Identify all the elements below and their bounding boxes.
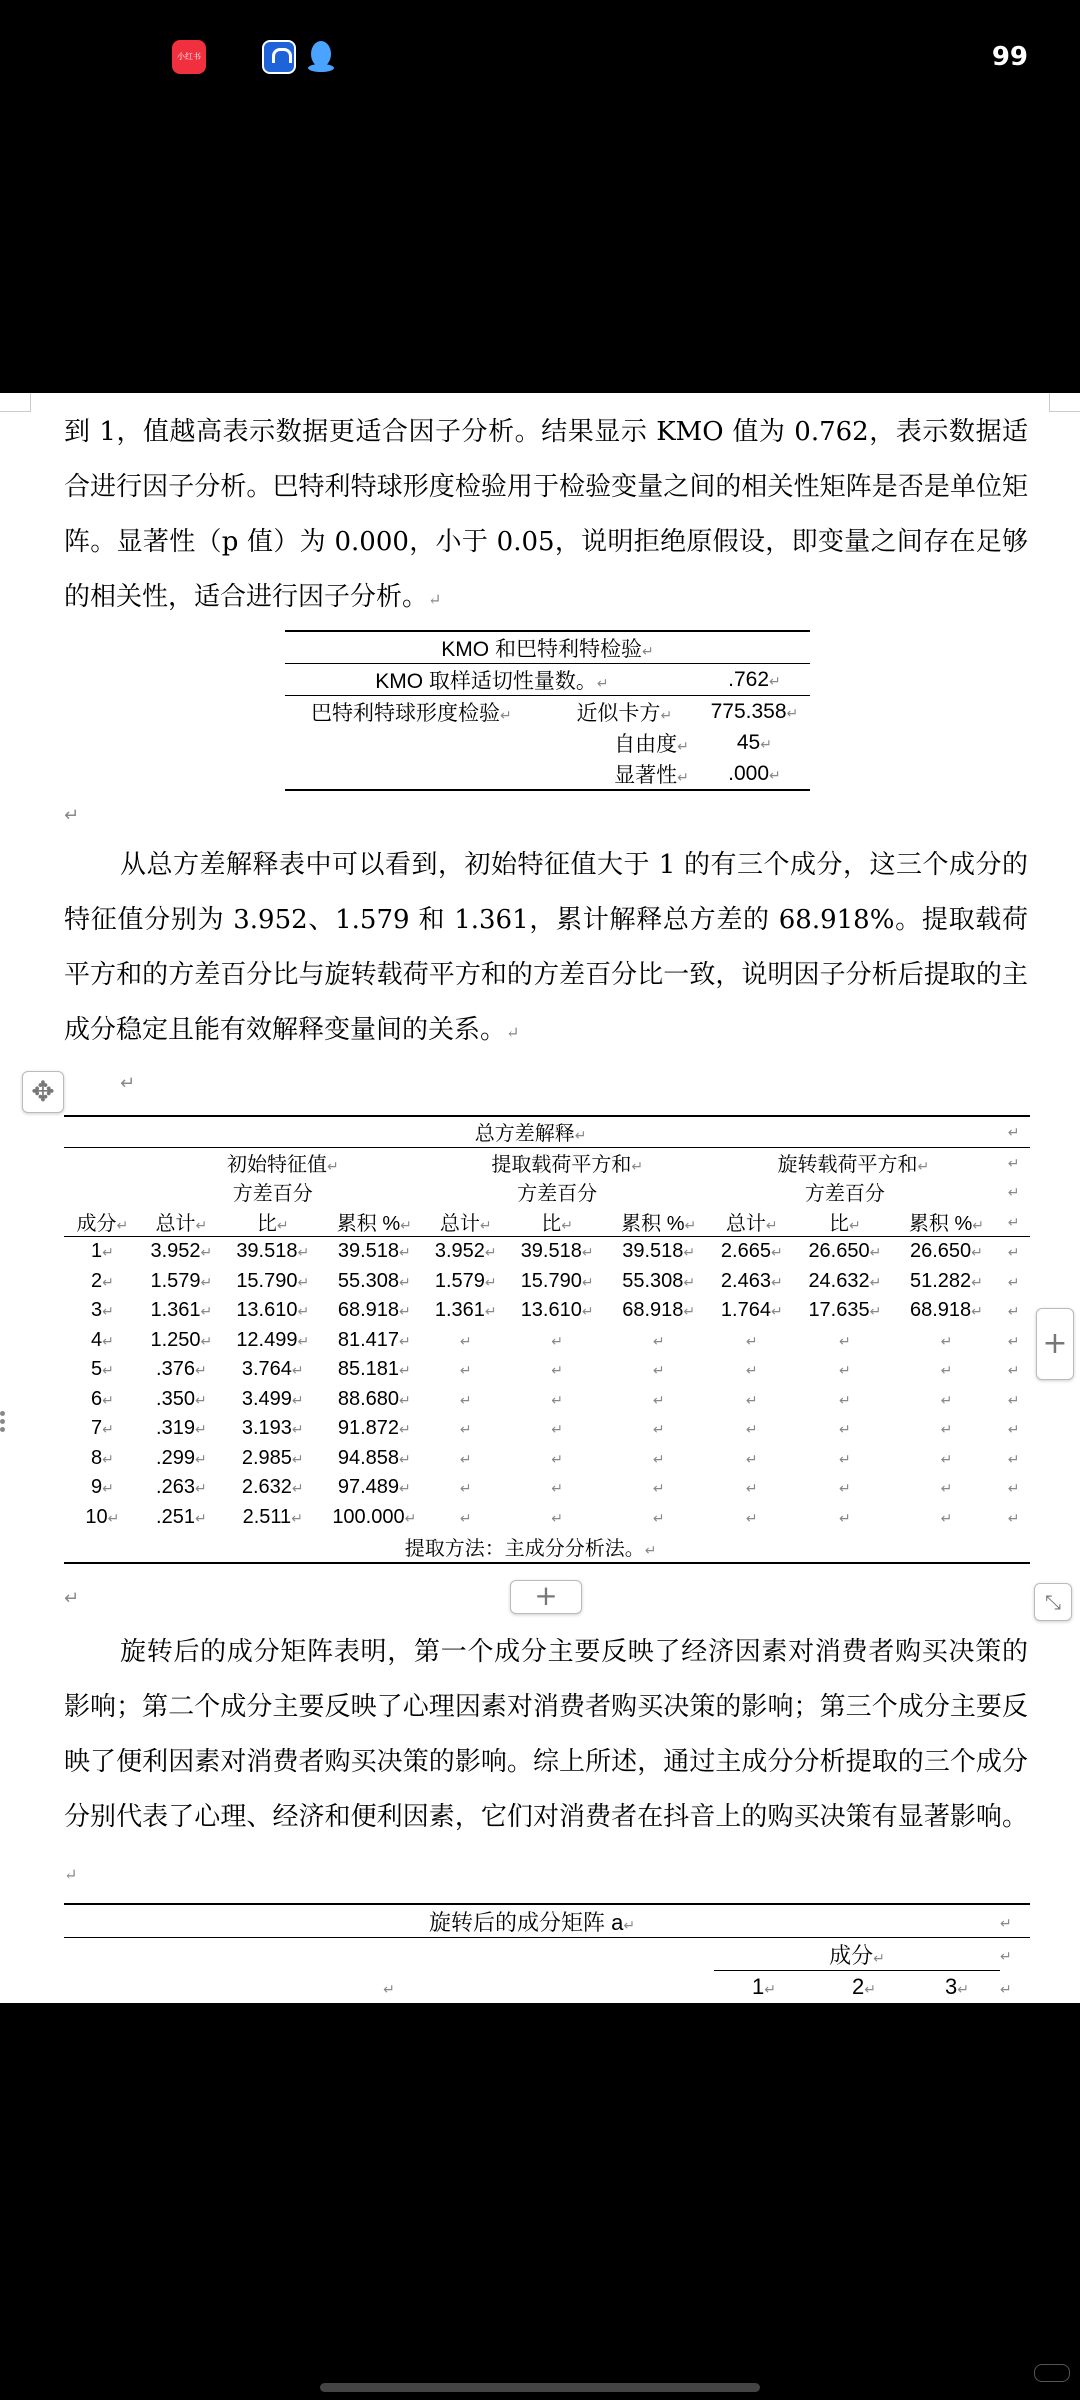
variance-cell: ↵ <box>459 1332 472 1349</box>
kmo-label: KMO 取样适切性量数。↵ <box>285 664 699 696</box>
kmo-value: .762↵ <box>699 664 810 696</box>
variance-cell: .319↵ <box>156 1417 207 1440</box>
variance-cell: 2.463↵ <box>720 1269 783 1292</box>
variance-cell: ↵ <box>745 1421 758 1438</box>
component-col-3: 3↵ <box>914 1971 1000 2004</box>
variance-cell: 24.632↵ <box>808 1269 882 1292</box>
variance-cell: ↵ <box>652 1332 665 1349</box>
group-extraction-loadings: 提取载荷平方和↵ <box>491 1153 644 1176</box>
variance-cell: 81.417↵ <box>337 1328 411 1351</box>
variance-cell: ↵ <box>940 1480 953 1497</box>
variance-cell: .299↵ <box>156 1446 207 1469</box>
variance-cell: ↵ <box>745 1391 758 1408</box>
variance-cell: 39.518↵ <box>337 1240 411 1263</box>
variance-cell: 2.632↵ <box>241 1476 304 1499</box>
kmo-bartlett-table[interactable] <box>285 630 810 791</box>
variance-cell: ↵ <box>745 1480 758 1497</box>
variance-cell: 1.764↵ <box>720 1299 783 1322</box>
variance-table-footnote: 提取方法：主成分分析法。↵ <box>64 1532 997 1563</box>
variance-cell: 94.858↵ <box>337 1446 411 1469</box>
variance-cell: ↵ <box>745 1362 758 1379</box>
variance-cell: 68.918↵ <box>910 1299 983 1322</box>
side-menu-handle[interactable] <box>0 1408 6 1442</box>
empty-paragraph-mark: ↵ <box>64 805 80 826</box>
total-variance-table[interactable]: 总方差解释↵ ↵ 初始特征值↵ 提取载荷平方和↵ 旋转载荷平方和↵ ↵ 方差百分 方差百分 方差百分 ↵ 成分↵ 总计↵ 比↵ 累积 %↵ 总计↵ 比↵ 累积 %↵ 总计↵ 比↵ 累积 %↵ ↵ 1↵ 3.952↵ 39.518↵ 39.518↵ 3.952↵ 39.518↵ 39.518↵ 2.665↵ 26.650↵ 26.650↵ ↵ 2↵ 1.579↵ 15.790↵ 55.308↵ 1.579↵ 15.790↵ 55.308↵ 2.463↵ 24.632↵ 51.282↵ ↵ 3↵ 1.361↵ 13.610↵ 68.918↵ 1.361↵ 13.610↵ 68.918↵ 1.764↵ 17.635↵ 68.918↵ ↵ 4↵ 1.250↵ 12.499↵ 81.417↵ ↵ ↵ ↵ ↵ ↵ ↵ ↵ 5↵ .376↵ 3.764↵ 85.181↵ ↵ ↵ ↵ ↵ ↵ ↵ ↵ 6↵ .350↵ 3.499↵ 88.680↵ ↵ ↵ ↵ ↵ ↵ ↵ ↵ 7↵ .319↵ 3.193↵ 91.872↵ ↵ ↵ ↵ ↵ ↵ ↵ ↵ 8↵ .299↵ 2.985↵ 94.858↵ ↵ ↵ ↵ ↵ ↵ ↵ ↵ 9↵ .263↵ 2.632↵ 97.489↵ ↵ ↵ ↵ ↵ ↵ ↵ ↵ 10↵ .251↵ 2.511↵ 100.000↵ ↵ ↵ ↵ ↵ ↵ ↵ ↵ 提取方法：主成分分析法。↵ <box>64 1115 1030 1564</box>
variance-cell: ↵ <box>652 1480 665 1497</box>
col-total: 总计↵ <box>141 1207 222 1237</box>
variance-cell: 15.790↵ <box>236 1269 310 1292</box>
paragraph-variance-explanation[interactable]: 从总方差解释表中可以看到，初始特征值大于 1 的有三个成分，这三个成分的特征值分别为 3.952、1.579 和 1.361，累计解释总方差的 68.918%。提取载荷平方和的方差百分比与旋转载荷平方和的方差百分比一致，说明因子分析后提取的主成分稳定且能有效解释变量间的关系。↵ <box>64 850 1028 1045</box>
page-corner-mark <box>1049 393 1080 412</box>
add-column-button[interactable]: + <box>1036 1308 1074 1380</box>
variance-cell: ↵ <box>459 1362 472 1379</box>
variance-cell: 1.579↵ <box>150 1269 213 1292</box>
variance-cell: 68.918↵ <box>337 1299 411 1322</box>
bartlett-row-value: 775.358↵ <box>710 699 799 723</box>
col-cumulative: 累积 %↵ <box>608 1207 710 1237</box>
variance-cell: ↵ <box>940 1509 953 1526</box>
rotated-matrix-title: 旋转后的成分矩阵 a↵ <box>64 1904 1000 1938</box>
variance-cell: 1.250↵ <box>150 1328 213 1351</box>
variance-cell: ↵ <box>940 1332 953 1349</box>
variance-cell: .251↵ <box>156 1505 207 1528</box>
variance-cell: ↵ <box>839 1450 851 1467</box>
variance-cell: ↵ <box>652 1450 665 1467</box>
variance-row: 10↵ .251↵ 2.511↵ 100.000↵ ↵ ↵ ↵ ↵ ↵ ↵ ↵ <box>64 1503 1030 1533</box>
variance-row: 7↵ .319↵ 3.193↵ 91.872↵ ↵ ↵ ↵ ↵ ↵ ↵ ↵ <box>64 1414 1030 1444</box>
variance-cell: 3.499↵ <box>241 1387 304 1410</box>
component-number: 6↵ <box>90 1387 114 1410</box>
col-pct-variance: 比↵ <box>222 1207 324 1237</box>
component-number: 5↵ <box>90 1358 114 1381</box>
variance-cell: .350↵ <box>156 1387 207 1410</box>
component-col-2: 2↵ <box>814 1971 914 2004</box>
bartlett-row-label: 近似卡方↵ <box>576 701 673 725</box>
variance-cell: 13.610↵ <box>236 1299 310 1322</box>
variance-row: 9↵ .263↵ 2.632↵ 97.489↵ ↵ ↵ ↵ ↵ ↵ ↵ ↵ <box>64 1473 1030 1503</box>
col-cumulative: 累积 %↵ <box>324 1207 426 1237</box>
variance-cell: 26.650↵ <box>910 1240 983 1263</box>
variance-cell: ↵ <box>652 1362 665 1379</box>
watermark-icon <box>1034 2364 1070 2382</box>
bartlett-row-value: .000↵ <box>699 758 810 790</box>
kmo-table-title: KMO 和巴特利特检验↵ <box>285 631 810 664</box>
component-number: 10↵ <box>85 1505 120 1528</box>
variance-cell: ↵ <box>459 1509 472 1526</box>
component-number: 4↵ <box>90 1328 114 1351</box>
xiaohongshu-app-icon: 小红书 <box>172 40 206 74</box>
variance-cell: 3.952↵ <box>434 1240 497 1263</box>
page-corner-mark <box>0 393 31 412</box>
variance-cell: ↵ <box>940 1450 953 1467</box>
variance-cell: ↵ <box>551 1421 563 1438</box>
battery-level: 99 <box>991 42 1028 72</box>
variance-cell: ↵ <box>459 1450 472 1467</box>
col-pct-variance: 比↵ <box>506 1207 608 1237</box>
variance-cell: 88.680↵ <box>337 1387 411 1410</box>
variance-cell: 13.610↵ <box>520 1299 594 1322</box>
variance-cell: 15.790↵ <box>520 1269 594 1292</box>
component-number: 1↵ <box>90 1240 114 1263</box>
col-pct-variance-top: 方差百分 <box>517 1183 598 1206</box>
variance-cell: ↵ <box>551 1480 563 1497</box>
component-number: 7↵ <box>90 1417 114 1440</box>
variance-cell: 1.361↵ <box>150 1299 213 1322</box>
variance-cell: ↵ <box>745 1450 758 1467</box>
col-pct-variance-top: 方差百分 <box>232 1183 313 1206</box>
variance-row: 6↵ .350↵ 3.499↵ 88.680↵ ↵ ↵ ↵ ↵ ↵ ↵ ↵ <box>64 1385 1030 1415</box>
variance-cell: 3.193↵ <box>241 1417 304 1440</box>
variance-cell: ↵ <box>551 1332 563 1349</box>
rotated-component-matrix-table[interactable]: 旋转后的成分矩阵 a↵ ↵ 成分↵ ↵ ↵ 1↵ 2↵ 3↵ ↵ <box>64 1903 1030 2003</box>
component-number: 2↵ <box>90 1269 114 1292</box>
variance-cell: ↵ <box>652 1421 665 1438</box>
variance-cell: ↵ <box>652 1391 665 1408</box>
table-move-handle[interactable]: ✥ <box>22 1071 64 1113</box>
group-initial-eigenvalues: 初始特征值↵ <box>227 1153 339 1176</box>
empty-paragraph-mark: ↵ <box>120 1073 136 1094</box>
empty-paragraph-mark: ↵ <box>64 1588 80 1609</box>
variance-cell: 17.635↵ <box>808 1299 882 1322</box>
variance-row: 4↵ 1.250↵ 12.499↵ 81.417↵ ↵ ↵ ↵ ↵ ↵ ↵ ↵ <box>64 1326 1030 1356</box>
variance-cell: ↵ <box>459 1391 472 1408</box>
component-header: 成分↵ <box>714 1938 1000 1971</box>
variance-cell: 1.361↵ <box>434 1299 497 1322</box>
variance-cell: ↵ <box>551 1391 563 1408</box>
variance-cell: ↵ <box>839 1332 851 1349</box>
variance-cell: 91.872↵ <box>337 1417 411 1440</box>
variance-cell: ↵ <box>459 1480 472 1497</box>
variance-cell: ↵ <box>745 1509 758 1526</box>
variance-cell: 100.000↵ <box>332 1505 417 1528</box>
variance-cell: .376↵ <box>156 1358 207 1381</box>
variance-cell: ↵ <box>940 1362 953 1379</box>
col-total: 总计↵ <box>425 1207 506 1237</box>
bartlett-row-label: 自由度↵ <box>614 732 689 756</box>
variance-cell: ↵ <box>839 1421 851 1438</box>
variance-cell: ↵ <box>551 1509 563 1526</box>
home-indicator[interactable] <box>320 2383 760 2392</box>
variance-cell: 39.518↵ <box>622 1240 696 1263</box>
variance-cell: 51.282↵ <box>910 1269 983 1292</box>
variance-cell: 68.918↵ <box>622 1299 696 1322</box>
group-rotation-loadings: 旋转载荷平方和↵ <box>777 1153 930 1176</box>
variance-cell: ↵ <box>940 1421 953 1438</box>
qq-penguin-icon <box>306 38 336 74</box>
variance-cell: 97.489↵ <box>337 1476 411 1499</box>
variance-cell: 2.985↵ <box>241 1446 304 1469</box>
col-pct-variance: 比↵ <box>794 1207 896 1237</box>
add-row-button[interactable]: + <box>510 1580 582 1614</box>
col-component: 成分↵ <box>64 1207 141 1237</box>
component-number: 8↵ <box>90 1446 114 1469</box>
variance-cell: ↵ <box>551 1450 563 1467</box>
col-pct-variance-top: 方差百分 <box>804 1183 885 1206</box>
variance-cell: ↵ <box>652 1509 665 1526</box>
component-number: 9↵ <box>90 1476 114 1499</box>
variance-cell: 3.764↵ <box>241 1358 304 1381</box>
variance-cell: 55.308↵ <box>337 1269 411 1292</box>
variance-cell: .263↵ <box>156 1476 207 1499</box>
paragraph-rotated-matrix-explanation[interactable]: 旋转后的成分矩阵表明，第一个成分主要反映了经济因素对消费者购买决策的影响；第二个成分主要反映了心理因素对消费者购买决策的影响；第三个成分主要反映了便利因素对消费者购买决策的影响。综上所述，通过主成分分析提取的三个成分分别代表了心理、经济和便利因素，它们对消费者在抖音上的购买决策有显著影响。↵ <box>64 1637 1028 1884</box>
variance-cell: 26.650↵ <box>808 1240 882 1263</box>
variance-cell: 1.579↵ <box>434 1269 497 1292</box>
variance-cell: ↵ <box>745 1332 758 1349</box>
col-cumulative: 累积 %↵ <box>896 1207 998 1237</box>
variance-row: 3↵ 1.361↵ 13.610↵ 68.918↵ 1.361↵ 13.610↵ 68.918↵ 1.764↵ 17.635↵ 68.918↵ ↵ <box>64 1296 1030 1326</box>
component-number: 3↵ <box>90 1299 114 1322</box>
variance-cell: ↵ <box>839 1509 851 1526</box>
variance-row: 2↵ 1.579↵ 15.790↵ 55.308↵ 1.579↵ 15.790↵ 55.308↵ 2.463↵ 24.632↵ 51.282↵ ↵ <box>64 1267 1030 1297</box>
variance-cell: ↵ <box>459 1421 472 1438</box>
col-total: 总计↵ <box>709 1207 794 1237</box>
variance-cell: ↵ <box>839 1480 851 1497</box>
variance-cell: 2.511↵ <box>242 1505 303 1528</box>
variance-cell: ↵ <box>551 1362 563 1379</box>
document-page[interactable] <box>0 393 1080 2003</box>
bartlett-row-label: 显著性↵ <box>572 758 698 790</box>
variance-cell: 39.518↵ <box>236 1240 310 1263</box>
component-col-1: 1↵ <box>714 1971 814 2004</box>
table-resize-handle[interactable]: ⤡ <box>1034 1583 1072 1621</box>
variance-row: 8↵ .299↵ 2.985↵ 94.858↵ ↵ ↵ ↵ ↵ ↵ ↵ ↵ <box>64 1444 1030 1474</box>
status-bar <box>0 0 1080 110</box>
variance-cell: 39.518↵ <box>520 1240 594 1263</box>
variance-cell: 55.308↵ <box>622 1269 696 1292</box>
variance-cell: ↵ <box>839 1362 851 1379</box>
variance-table-title: 总方差解释↵ <box>64 1116 997 1147</box>
variance-cell: ↵ <box>839 1391 851 1408</box>
variance-cell: 3.952↵ <box>150 1240 213 1263</box>
variance-cell: 12.499↵ <box>236 1328 310 1351</box>
variance-row: 1↵ 3.952↵ 39.518↵ 39.518↵ 3.952↵ 39.518↵ 39.518↵ 2.665↵ 26.650↵ 26.650↵ ↵ <box>64 1237 1030 1267</box>
variance-cell: ↵ <box>940 1391 953 1408</box>
variance-cell: 2.665↵ <box>720 1240 783 1263</box>
notification-app-icon <box>262 40 296 74</box>
variance-cell: 85.181↵ <box>337 1358 411 1381</box>
paragraph-kmo-explanation[interactable]: 到 1，值越高表示数据更适合因子分析。结果显示 KMO 值为 0.762，表示数据适合进行因子分析。巴特利特球形度检验用于检验变量之间的相关性矩阵是否是单位矩阵。显著性（p 值）为 0.000，小于 0.05，说明拒绝原假设，即变量之间存在足够的相关性，适合进行因子分析。↵ <box>64 417 1028 612</box>
bartlett-label: 巴特利特球形度检验↵ <box>311 701 512 725</box>
bartlett-row-value: 45↵ <box>736 730 772 754</box>
variance-row: 5↵ .376↵ 3.764↵ 85.181↵ ↵ ↵ ↵ ↵ ↵ ↵ ↵ <box>64 1355 1030 1385</box>
